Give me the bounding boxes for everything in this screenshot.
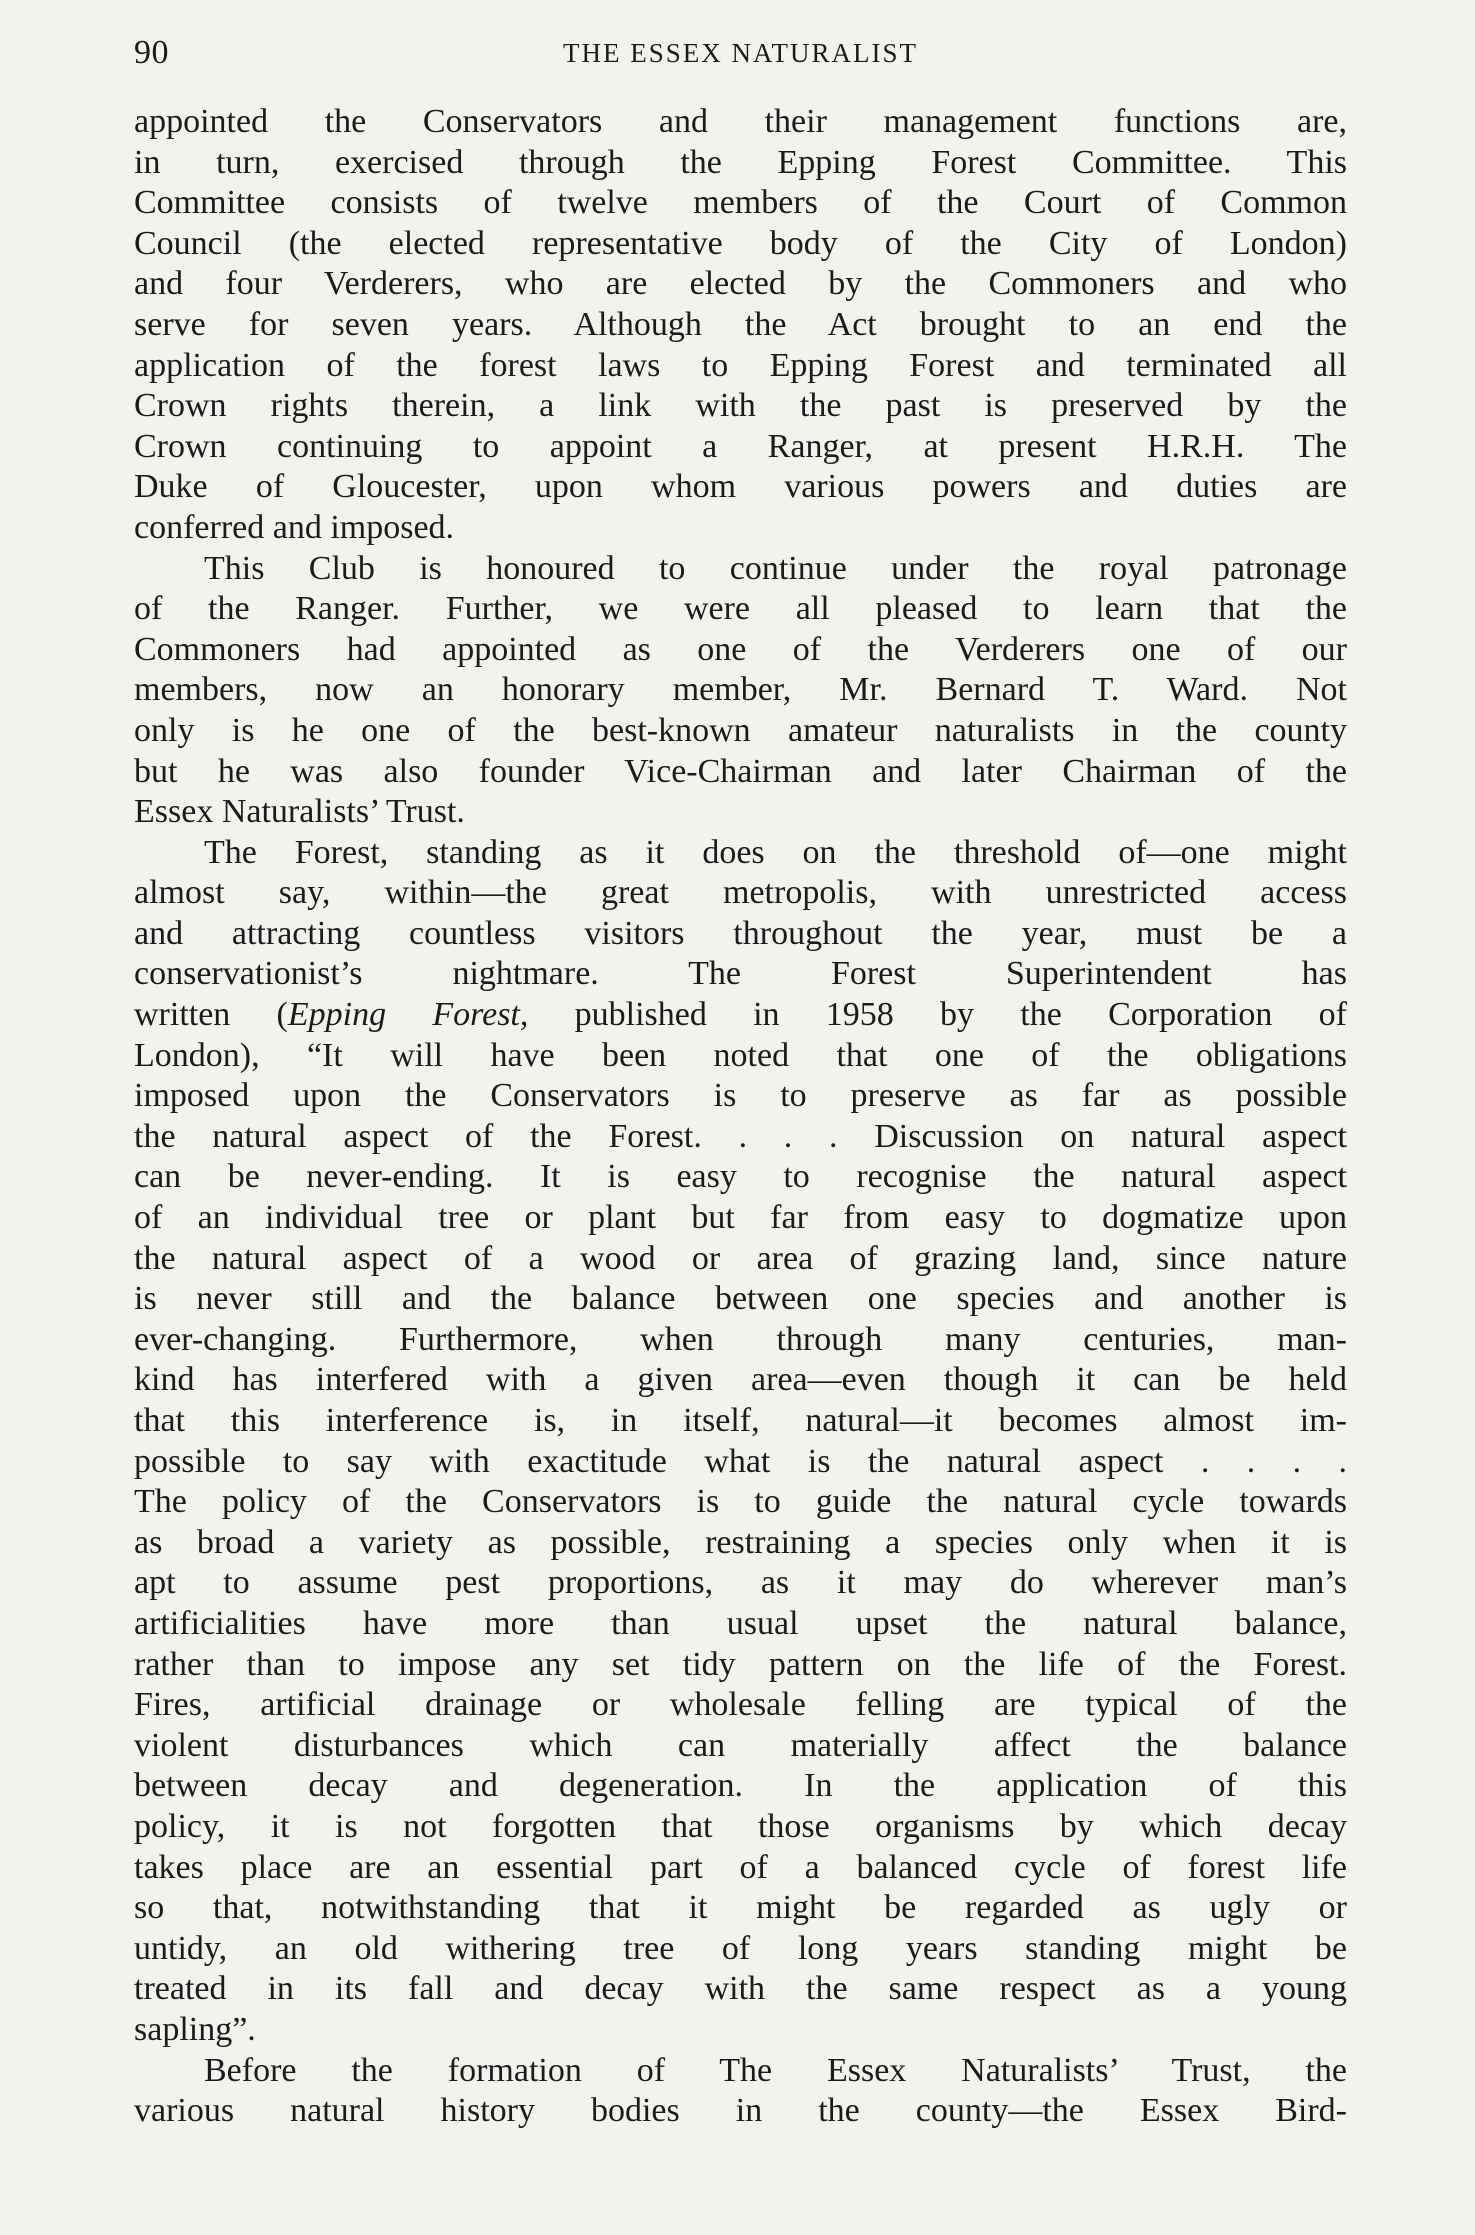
page-header [134,34,1347,84]
text-line: treated in its fall and decay with the same respect as a young [134,1970,1347,2008]
text-line: only is he one of the best-known amateur naturalists in the county [134,711,1347,749]
text-line: rather than to impose any set tidy pattern on the life of the Forest. [134,1645,1347,1683]
text-line: The Forest, standing as it does on the threshold of—one might [204,833,1347,871]
text-line: between decay and degeneration. In the application of this [134,1767,1347,1805]
text-line: untidy, an old withering tree of long years standing might be [134,1929,1347,1967]
text-line: conservationist’s nightmare. The Forest Superintendent has [134,955,1347,993]
text-line: Crown rights therein, a link with the past is preserved by the [134,387,1347,425]
text-line: This Club is honoured to continue under the royal patronage [204,549,1347,587]
text-line: Fires, artificial drainage or wholesale felling are typical of the [134,1686,1347,1724]
text-line: Council (the elected representative body of the City of London) [134,224,1347,262]
body-text [134,102,1347,2132]
text-line: policy, it is not forgotten that those organisms by which decay [134,1807,1347,1845]
text-line: and attracting countless visitors throughout the year, must be a [134,914,1347,952]
text-line: as broad a variety as possible, restraining a species only when it is [134,1523,1347,1561]
text-line: almost say, within—the great metropolis, with unrestricted access [134,874,1347,912]
text-line: London), “It will have been noted that one of the obligations [134,1036,1347,1074]
text-line: kind has interfered with a given area—even though it can be held [134,1361,1347,1399]
text-line: takes place are an essential part of a balanced cycle of forest life [134,1848,1347,1886]
text-fragment: written ( [134,996,288,1034]
text-line: can be never-ending. It is easy to recognise the natural aspect [134,1158,1347,1196]
text-line: of the Ranger. Further, we were all pleased to learn that the [134,590,1347,628]
text-line: imposed upon the Conservators is to preserve as far as possible [134,1077,1347,1115]
text-line: conferred and imposed. [134,508,455,546]
running-title: THE ESSEX NATURALIST [563,38,918,68]
text-line: artificialities have more than usual upset the natural balance, [134,1604,1347,1642]
text-line: sapling”. [134,2010,256,2048]
text-line: but he was also founder Vice-Chairman and later Chairman of the [134,752,1347,790]
text-line: so that, notwithstanding that it might be regarded as ugly or [134,1889,1347,1927]
text-line: appointed the Conservators and their management functions are, [134,103,1347,140]
text-line: apt to assume pest proportions, as it may do wherever man’s [134,1564,1347,1602]
text-line: the natural aspect of the Forest. . . . Discussion on natural aspect [134,1117,1347,1155]
text-line: Essex Naturalists’ Trust. [134,793,465,831]
text-line: in turn, exercised through the Epping Forest Committee. This [134,143,1347,181]
text-line: violent disturbances which can materially affect the balance [134,1726,1347,1764]
text-fragment: published in 1958 by the Corporation of [528,996,1347,1034]
text-line: of an individual tree or plant but far from easy to dogmatize upon [134,1199,1347,1237]
text-line: members, now an honorary member, Mr. Bernard T. Ward. Not [134,671,1347,709]
text-line: serve for seven years. Although the Act brought to an end the [134,305,1347,343]
text-line: Crown continuing to appoint a Ranger, at present H.R.H. The [134,427,1347,465]
text-line: possible to say with exactitude what is the natural aspect . . . . [134,1442,1347,1480]
text-line: that this interference is, in itself, natural—it becomes almost im- [134,1402,1347,1439]
text-line: various natural history bodies in the county—the Essex Bird- [134,2092,1347,2130]
text-line: Commoners had appointed as one of the Verderers one of our [134,630,1347,668]
text-line: Before the formation of The Essex Naturalists’ Trust, the [204,2051,1347,2089]
text-line: is never still and the balance between one species and another is [134,1280,1347,1318]
text-line: the natural aspect of a wood or area of grazing land, since nature [134,1239,1347,1277]
text-line: ever-changing. Furthermore, when through many centuries, man- [134,1320,1347,1358]
text-line: and four Verderers, who are elected by the Commoners and who [134,265,1347,303]
text-line: Duke of Gloucester, upon whom various powers and duties are [134,468,1347,506]
book-title: Epping Forest, [287,996,529,1034]
text-line [134,995,1347,1036]
text-line: Committee consists of twelve members of the Court of Common [134,184,1347,222]
text-line: The policy of the Conservators is to guide the natural cycle towards [134,1483,1347,1521]
page-number: 90 [134,34,169,71]
text-line: application of the forest laws to Epping Forest and terminated all [134,346,1347,384]
